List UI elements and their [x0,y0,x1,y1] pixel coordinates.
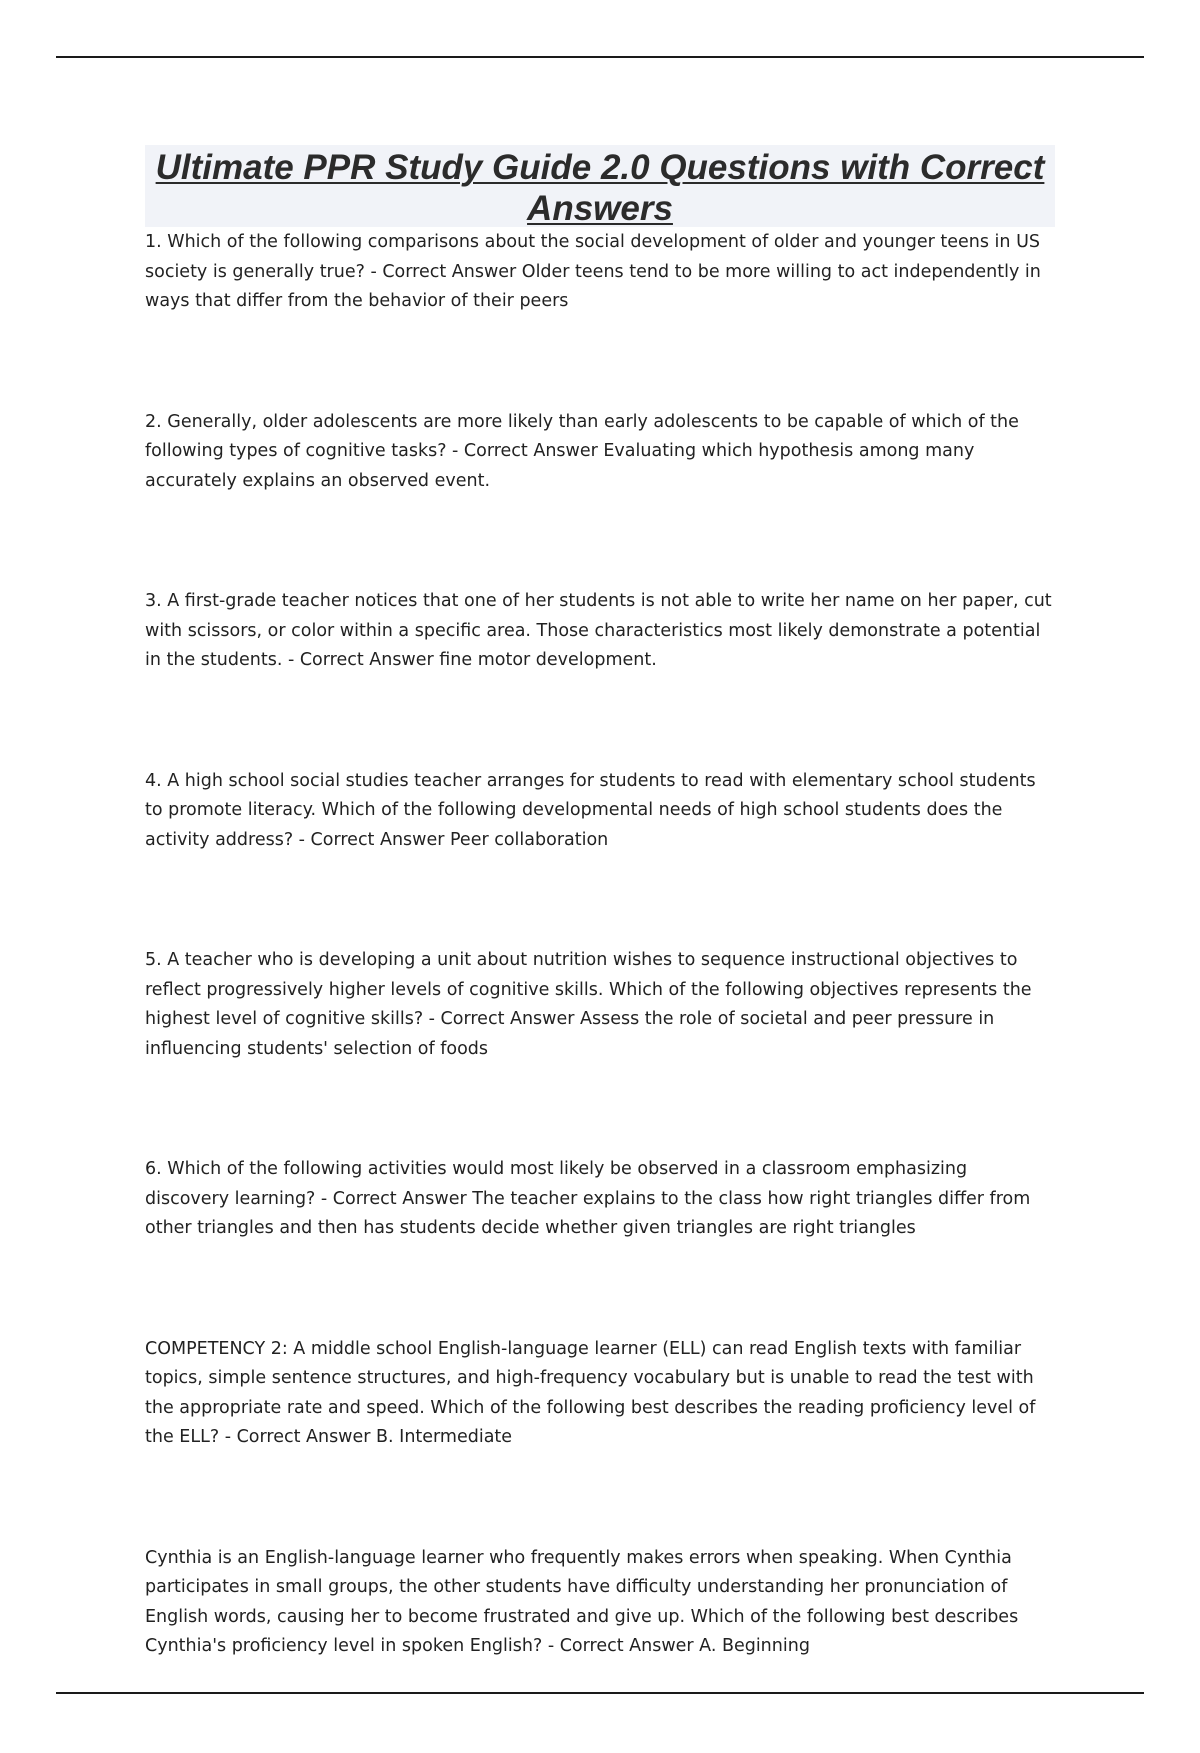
question-item: 3. A first-grade teacher notices that one of her students is not able to write her name on her paper, cut with scissors, or color within a specific area. Those characteristics most likely demonstrate a potential in the students. - Correct Answer fine motor development. [145,591,1052,670]
top-divider [56,56,1144,58]
bottom-divider [56,1692,1144,1694]
question-list [145,228,1055,1753]
question-item: 2. Generally, older adolescents are more likely than early adolescents to be capable of which of the following types of cognitive tasks? - Correct Answer Evaluating which hypothesis among many accurately explains an observed event. [145,411,1019,491]
document-title: Ultimate PPR Study Guide 2.0 Questions with Correct Answers [155,148,1045,228]
question-item: 4. A high school social studies teacher arranges for students to read with elementary school students to promote literacy. Which of the following developmental needs of high school students does the activity address? - Correct Answer Peer collaboration [145,770,1036,850]
question-item: COMPETENCY 2: A middle school English-language learner (ELL) can read English texts with familiar topics, simple sentence structures, and high-frequency vocabulary but is unable to read the test with the appropriate rate and speed. Which of the following best describes the reading proficiency level of the ELL? - Correct Answer B. Intermediate [145,1338,1036,1447]
question-item: 1. Which of the following comparisons about the social development of older and younger teens in US society is generally true? - Correct Answer Older teens tend to be more willing to act independently in ways that differ from the behavior of their peers [145,232,1041,311]
question-item: Cynthia is an English-language learner who frequently makes errors when speaking. When Cynthia participates in small groups, the other students have difficulty understanding her pronunciation of English words, causing her to become frustrated and give up. Which of the following best describes Cynthia's proficiency level in spoken English? - Correct Answer A. Beginning [145,1547,1019,1656]
question-item: 6. Which of the following activities would most likely be observed in a classroom emphasizing discovery learning? - Correct Answer The teacher explains to the class how right triangles differ from other triangles and then has students decide whether given triangles are right triangles [145,1159,1031,1238]
question-item: 5. A teacher who is developing a unit about nutrition wishes to sequence instructional objectives to reflect progressively higher levels of cognitive skills. Which of the following objectives represents the highest level of cognitive skills? - Correct Answer Assess the role of societal and peer pressure in influencing students' selection of foods [145,950,1032,1059]
title-banner [145,145,1055,227]
